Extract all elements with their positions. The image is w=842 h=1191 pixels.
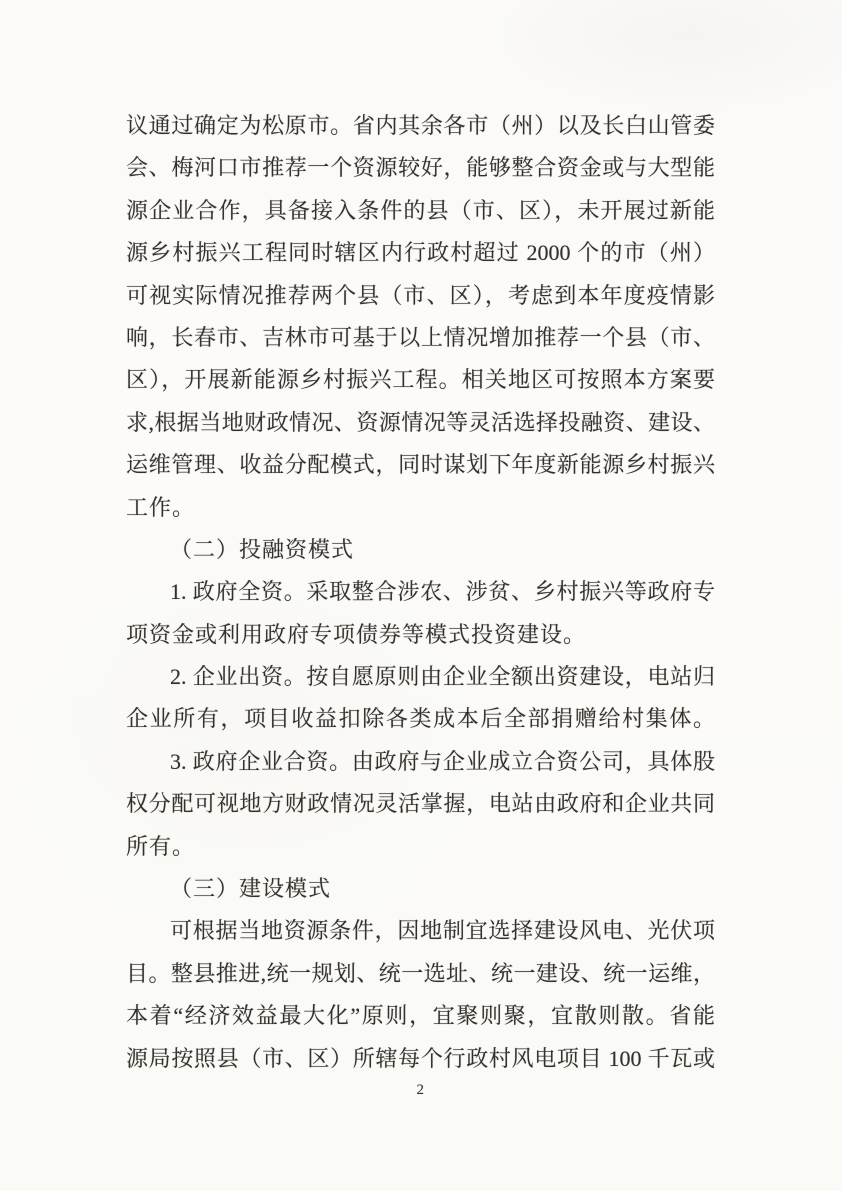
text-line: 权分配可视地方财政情况灵活掌握，电站由政府和企业共同 (126, 791, 715, 817)
section-heading: （三）建设模式 (170, 876, 332, 902)
text-line: 可视实际情况推荐两个县（市、区），考虑到本年度疫情影 (126, 282, 715, 308)
text-line: 目。整县推进,统一规划、统一选址、统一建设、统一运维， (126, 960, 715, 986)
text-line: 所有。 (126, 833, 196, 859)
text-line: 响，长春市、吉林市可基于以上情况增加推荐一个县（市、 (126, 324, 715, 350)
text-line: 3. 政府企业合资。由政府与企业成立合资公司，具体股 (170, 748, 715, 774)
text-line: 议通过确定为松原市。省内其余各市（州）以及长白山管委 (126, 113, 715, 138)
text-line: 企业所有，项目收益扣除各类成本后全部捐赠给村集体。 (126, 706, 715, 732)
text-line: 源乡村振兴工程同时辖区内行政村超过 2000 个的市（州） (126, 240, 715, 266)
document-body (126, 105, 715, 1080)
text-line: 2. 企业出资。按自愿原则由企业全额出资建设，电站归 (170, 664, 715, 690)
text-line: 本着“经济效益最大化”原则，宜聚则聚，宜散则散。省能 (126, 1003, 715, 1029)
text-line: 源企业合作，具备接入条件的县（市、区），未开展过新能 (126, 197, 715, 223)
text-line: 源局按照县（市、区）所辖每个行政村风电项目 100 千瓦或 (126, 1045, 715, 1071)
text-line: 求,根据当地财政情况、资源情况等灵活选择投融资、建设、 (126, 409, 715, 435)
section-heading: （二）投融资模式 (170, 536, 355, 562)
text-line: 工作。 (126, 494, 196, 520)
text-line: 区），开展新能源乡村振兴工程。相关地区可按照本方案要 (126, 367, 715, 393)
text-line: 1. 政府全资。采取整合涉农、涉贫、乡村振兴等政府专 (170, 579, 715, 605)
text-line: 运维管理、收益分配模式，同时谋划下年度新能源乡村振兴 (126, 452, 715, 478)
text-line: 项资金或利用政府专项债券等模式投资建设。 (126, 621, 587, 647)
text-line: 会、梅河口市推荐一个资源较好，能够整合资金或与大型能 (126, 155, 715, 181)
page-number: 2 (416, 1082, 425, 1098)
text-line: 可根据当地资源条件，因地制宜选择建设风电、光伏项 (170, 918, 715, 944)
